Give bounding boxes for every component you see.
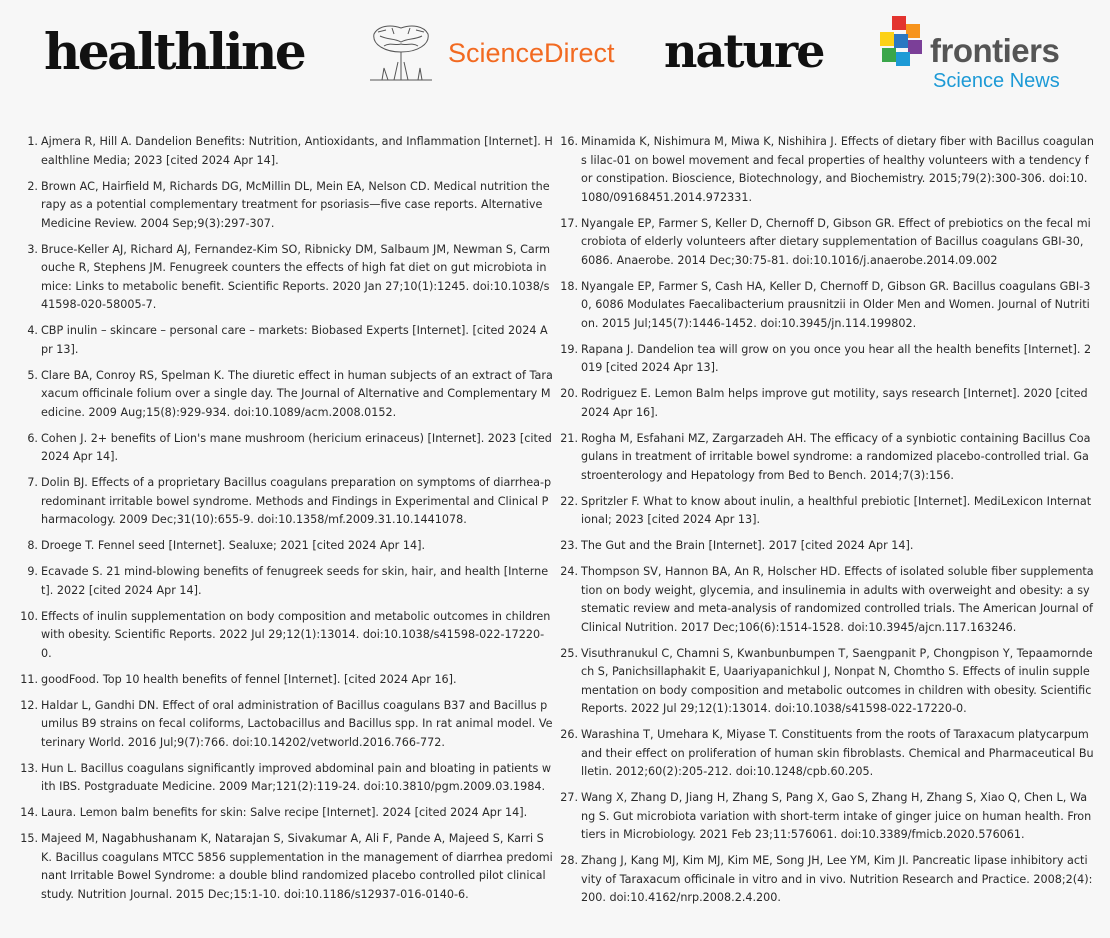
reference-item	[18, 241, 554, 315]
reference-text: The Gut and the Brain [Internet]. 2017 [cited 2024 Apr 14].	[581, 539, 914, 552]
reference-number: 14.	[20, 806, 38, 819]
reference-text: Brown AC, Hairfield M, Richards DG, McMillin DL, Mein EA, Nelson CD. Medical nutrition therapy as a potential complementary treatment for psoriasis—five case reports. Alternative Medicine Review. 2004 Sep;9(3):297-307.	[41, 179, 550, 230]
reference-text: Bruce-Keller AJ, Richard AJ, Fernandez-Kim SO, Ribnicky DM, Salbaum JM, Newman S, Carmouche R, Stephens JM. Fenugreek counters the effects of high fat diet on gut microbiota in mice: Links to metabolic benefit. Scientific Reports. 2020 Jan 27;10(1):1245. doi:10.1038/s41598-020-58005-7.	[41, 242, 551, 311]
reference-number: 9.	[27, 565, 38, 578]
reference-item	[18, 367, 554, 423]
reference-text: Majeed M, Nagabhushanam K, Natarajan S, Sivakumar A, Ali F, Pande A, Majeed S, Karri SK. Bacillus coagulans MTCC 5856 supplementation in the management of diarrhea predominant Irritable Bowel Syndrome: a double blind randomized placebo controlled pilot clinical study. Nutrition Journal. 2015 Dec;15:1-10. doi:10.1186/s12937-016-0140-6.	[41, 832, 553, 901]
reference-number: 10.	[20, 609, 38, 623]
reference-item	[560, 645, 1094, 719]
reference-text: Spritzler F. What to know about inulin, a healthful prebiotic [Internet]. MediLexicon International; 2023 [cited 2024 Apr 13].	[581, 494, 1092, 526]
reference-text: Laura. Lemon balm benefits for skin: Salve recipe [Internet]. 2024 [cited 2024 Apr 14].	[41, 806, 528, 819]
reference-text: Minamida K, Nishimura M, Miwa K, Nishihira J. Effects of dietary fiber with Bacillus coagulans lilac-01 on bowel movement and fecal properties of healthy volunteers with a tendency for constipation. Bioscience, Biotechnology, and Biochemistry. 2015;79(2):300-306. doi:10.1080/09168451.2014.972331.	[581, 135, 1094, 204]
reference-number: 6.	[27, 431, 38, 445]
reference-item	[18, 804, 554, 823]
reference-text: Nyangale EP, Farmer S, Keller D, Chernoff D, Gibson GR. Effect of prebiotics on the fecal microbiota of elderly volunteers after dietary supplementation of Bacillus coagulans GBI-30, 6086. Anaerobe. 2014 Dec;30:75-81. doi:10.1016/j.anaerobe.2014.09.002	[581, 216, 1091, 267]
reference-number: 8.	[27, 539, 38, 552]
reference-item	[560, 537, 1094, 556]
reference-number: 1.	[27, 135, 38, 148]
reference-text: Haldar L, Gandhi DN. Effect of oral administration of Bacillus coagulans B37 and Bacillus pumilus B9 strains on fecal coliforms, Lactobacillus and Bacillus spp. In rat animal model. Veterinary World. 2016 Jul;9(7):766. doi:10.14202/vetworld.2016.766-772.	[41, 698, 553, 749]
reference-item	[18, 430, 554, 467]
reference-number: 23.	[560, 539, 578, 552]
reference-list-right	[560, 133, 1094, 915]
reference-number: 26.	[560, 728, 578, 741]
reference-item	[560, 493, 1094, 530]
healthline-logo: healthline	[44, 22, 305, 81]
reference-item	[18, 608, 554, 664]
reference-text: Nyangale EP, Farmer S, Cash HA, Keller D, Chernoff D, Gibson GR. Bacillus coagulans GBI-30, 6086 Modulates Faecalibacterium prausnitzii in Older Men and Women. Journal of Nutrition. 2015 Jul;145(7):1446-1452. doi:10.3945/jn.114.199802.	[581, 279, 1091, 330]
frontiers-subtitle: Science News	[933, 70, 1060, 92]
reference-text: Rodriguez E. Lemon Balm helps improve gut motility, says research [Internet]. 2020 [cited 2024 Apr 16].	[581, 387, 1088, 419]
reference-number: 18.	[560, 279, 578, 293]
reference-text: Wang X, Zhang D, Jiang H, Zhang S, Pang X, Gao S, Zhang H, Zhang S, Xiao Q, Chen L, Wang S. Gut microbiota variation with short-term intake of ginger juice on human health. Frontiers in Microbiology. 2021 Feb 23;11:576061. doi:10.3389/fmicb.2020.576061.	[581, 791, 1092, 841]
frontiers-wordmark: frontiers	[930, 32, 1060, 69]
reference-text: Hun L. Bacillus coagulans significantly improved abdominal pain and bloating in patients with IBS. Postgraduate Medicine. 2009 Mar;121(2):119-24. doi:10.3810/pgm.2009.03.1984.	[41, 761, 552, 793]
reference-number: 20.	[560, 387, 578, 400]
elsevier-tree-icon	[364, 22, 438, 82]
reference-number: 12.	[20, 698, 38, 712]
reference-item	[18, 697, 554, 753]
reference-number: 15.	[20, 832, 38, 845]
reference-number: 11.	[20, 672, 38, 686]
reference-number: 28.	[560, 854, 578, 867]
reference-list-left	[18, 133, 554, 912]
reference-text: Ecavade S. 21 mind-blowing benefits of fenugreek seeds for skin, hair, and health [Internet]. 2022 [cited 2024 Apr 14].	[41, 565, 549, 597]
reference-text: goodFood. Top 10 health benefits of fennel [Internet]. [cited 2024 Apr 16].	[41, 672, 457, 686]
reference-text: Warashina T, Umehara K, Miyase T. Constituents from the roots of Taraxacum platycarpum and their effect on proliferation of human skin fibroblasts. Chemical and Pharmaceutical Bulletin. 2012;60(2):205-212. doi:10.1248/cpb.60.205.	[581, 728, 1094, 778]
reference-item	[18, 760, 554, 797]
reference-text: CBP inulin – skincare – personal care – markets: Biobased Experts [Internet]. [cited 2024 Apr 13].	[41, 324, 548, 356]
reference-text: Rapana J. Dandelion tea will grow on you once you hear all the health benefits [Internet]. 2019 [cited 2024 Apr 13].	[581, 342, 1092, 374]
reference-item	[18, 830, 554, 904]
reference-text: Cohen J. 2+ benefits of Lion's mane mushroom (hericium erinaceus) [Internet]. 2023 [cited 2024 Apr 14].	[41, 431, 552, 463]
reference-item	[18, 671, 554, 690]
reference-item	[560, 789, 1094, 845]
reference-number: 16.	[560, 135, 578, 148]
reference-number: 27.	[560, 791, 578, 804]
reference-text: Dolin BJ. Effects of a proprietary Bacillus coagulans preparation on symptoms of diarrhea-predominant irritable bowel syndrome. Methods and Findings in Experimental and Clinical Pharmacology. 2009 Dec;31(10):655-9. doi:10.1358/mf.2009.31.10.1441078.	[41, 476, 552, 526]
reference-text: Rogha M, Esfahani MZ, Zargarzadeh AH. The efficacy of a synbiotic containing Bacillus Coagulans in treatment of irritable bowel syndrome: a randomized placebo-controlled trial. Gastroenterology and Hepatology from Bed to Bench. 2014;7(3):156.	[581, 431, 1091, 482]
reference-text: Thompson SV, Hannon BA, An R, Holscher HD. Effects of isolated soluble fiber supplementation on body weight, glycemia, and insulinemia in adults with overweight and obesity: a systematic review and meta-analysis of randomized controlled trials. The American Journal of Clinical Nutrition. 2017 Dec;106(6):1514-1528. doi:10.3945/ajcn.117.163246.	[581, 565, 1094, 634]
reference-number: 7.	[27, 476, 38, 489]
reference-number: 13.	[20, 761, 38, 775]
reference-number: 5.	[27, 368, 38, 382]
reference-text: Ajmera R, Hill A. Dandelion Benefits: Nutrition, Antioxidants, and Inflammation [Internet]. Healthline Media; 2023 [cited 2024 Apr 14].	[41, 135, 553, 167]
reference-item	[560, 852, 1094, 908]
reference-number: 21.	[560, 431, 578, 445]
reference-item	[560, 133, 1094, 207]
reference-number: 17.	[560, 216, 578, 230]
reference-item	[18, 322, 554, 359]
reference-item	[560, 430, 1094, 486]
reference-item	[18, 133, 554, 170]
reference-number: 24.	[560, 565, 578, 578]
reference-text: Clare BA, Conroy RS, Spelman K. The diuretic effect in human subjects of an extract of Taraxacum officinale folium over a single day. The Journal of Alternative and Complementary Medicine. 2009 Aug;15(8):929-934. doi:10.1089/acm.2008.0152.	[41, 368, 553, 419]
reference-item	[560, 385, 1094, 422]
reference-number: 25.	[560, 646, 578, 660]
frontiers-cubes-icon	[878, 14, 930, 76]
reference-number: 19.	[560, 342, 578, 356]
reference-text: Zhang J, Kang MJ, Kim MJ, Kim ME, Song JH, Lee YM, Kim JI. Pancreatic lipase inhibitory activity of Taraxacum officinale in vitro and in vivo. Nutrition Research and Practice. 2008;2(4):200. doi:10.4162/nrp.2008.2.4.200.	[581, 854, 1093, 904]
reference-number: 22.	[560, 494, 578, 508]
sciencedirect-wordmark: ScienceDirect	[448, 38, 615, 68]
reference-number: 4.	[27, 324, 38, 337]
reference-text: Droege T. Fennel seed [Internet]. Sealuxe; 2021 [cited 2024 Apr 14].	[41, 539, 425, 552]
reference-item	[560, 278, 1094, 334]
reference-item	[18, 178, 554, 234]
logo-bar	[0, 0, 1110, 110]
reference-number: 3.	[27, 242, 38, 256]
reference-item	[560, 341, 1094, 378]
reference-item	[560, 563, 1094, 637]
reference-item	[18, 474, 554, 530]
reference-text: Visuthranukul C, Chamni S, Kwanbunbumpen T, Saengpanit P, Chongpison Y, Tepaamorndech S, Panichsillaphakit E, Uaariyapanichkul J, Nonpat N, Chomtho S. Effects of inulin supplementation on body composition and metabolic outcomes in children with obesity. Scientific Reports. 2022 Jul 29;12(1):13014. doi:10.1038/s41598-022-17220-0.	[581, 646, 1093, 715]
reference-item	[18, 563, 554, 600]
nature-logo: nature	[664, 24, 824, 78]
reference-number: 2.	[27, 179, 38, 193]
reference-item	[18, 537, 554, 556]
reference-item	[560, 726, 1094, 782]
frontiers-logo	[878, 14, 1098, 94]
reference-text: Effects of inulin supplementation on body composition and metabolic outcomes in children with obesity. Scientific Reports. 2022 Jul 29;12(1):13014. doi:10.1038/s41598-022-17220-0.	[41, 609, 551, 660]
reference-item	[560, 215, 1094, 271]
